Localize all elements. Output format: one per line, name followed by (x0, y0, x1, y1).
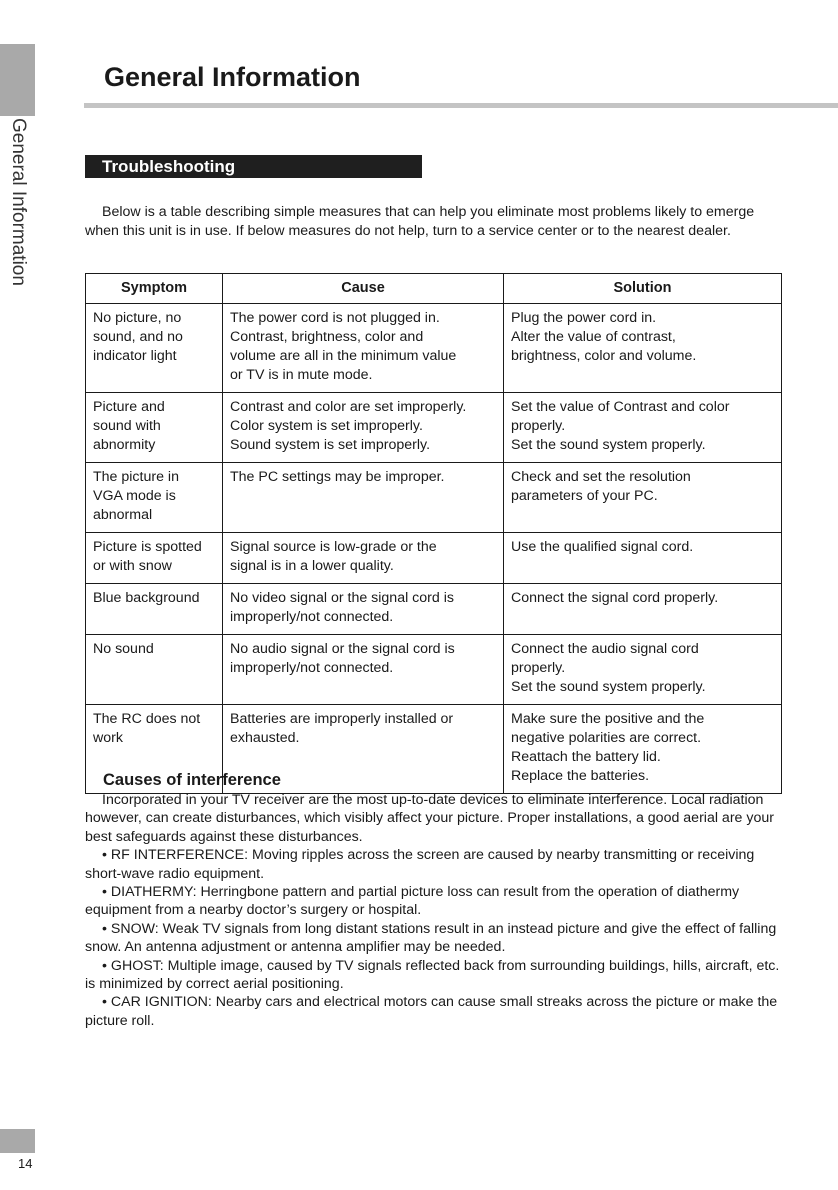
cell-line: exhausted. (230, 730, 300, 746)
interference-bullet: • RF INTERFERENCE: Moving ripples across the screen are caused by nearby transmitting or receiving short-wave radio equipment. (85, 847, 755, 882)
solution-cell (504, 304, 782, 393)
page-tab-marker (0, 1129, 35, 1153)
cell-line: Connect the audio signal cord (511, 641, 699, 657)
cell-line: Set the value of Contrast and color (511, 399, 730, 415)
interference-bullet: • SNOW: Weak TV signals from long distant stations result in an instead picture and give the effect of falling snow. An antenna adjustment or antenna amplifier may be needed. (85, 920, 777, 956)
cell-line: Plug the power cord in. (511, 310, 657, 326)
cell-line: negative polarities are correct. (511, 730, 702, 746)
interference-bullet: • CAR IGNITION: Nearby cars and electrical motors can cause small streaks across the picture or make the picture roll. (85, 994, 778, 1029)
cell-line: Batteries are improperly installed or (230, 711, 454, 727)
solution-cell (504, 705, 782, 794)
cell-line: indicator light (93, 348, 177, 364)
cell-line: Picture is spotted (93, 539, 202, 555)
cell-line: volume are all in the minimum value (230, 348, 457, 364)
cell-line: improperly/not connected. (230, 660, 394, 676)
cell-line: Use the qualified signal cord. (511, 539, 694, 555)
page-number: 14 (18, 1156, 33, 1171)
cell-line: Contrast and color are set improperly. (230, 399, 467, 415)
interference-bullet: • DIATHERMY: Herringbone pattern and partial picture loss can result from the operation of diathermy equipment from a nearby doctor’s surgery or hospital. (85, 884, 740, 919)
cell-line: Make sure the positive and the (511, 711, 705, 727)
solution-cell (504, 393, 782, 463)
cell-line: Connect the signal cord properly. (511, 590, 719, 606)
cell-line: Contrast, brightness, color and (230, 329, 424, 345)
page-title: General Information (104, 62, 361, 92)
cell-line: properly. (511, 418, 566, 434)
table-row (86, 533, 782, 584)
interference-heading: Causes of interference (103, 771, 281, 789)
cell-line: or TV is in mute mode. (230, 367, 373, 383)
cell-line: Color system is set improperly. (230, 418, 423, 434)
cell-line: brightness, color and volume. (511, 348, 697, 364)
side-tab-marker (0, 44, 35, 116)
cell-line: The PC settings may be improper. (230, 469, 445, 485)
troubleshooting-table (85, 273, 782, 794)
table-row (86, 393, 782, 463)
cell-line: Set the sound system properly. (511, 679, 706, 695)
table-header-row (86, 274, 782, 304)
symptom-cell (86, 304, 223, 393)
symptom-cell (86, 393, 223, 463)
header-solution: Solution (504, 274, 782, 304)
cell-line: parameters of your PC. (511, 488, 658, 504)
section-title-troubleshooting: Troubleshooting (85, 155, 422, 178)
cell-line: Replace the batteries. (511, 768, 650, 784)
table-row (86, 463, 782, 533)
cell-line: Alter the value of contrast, (511, 329, 676, 345)
cell-line: No video signal or the signal cord is (230, 590, 454, 606)
cell-line: No sound (93, 641, 154, 657)
symptom-cell (86, 635, 223, 705)
cell-line: Signal source is low-grade or the (230, 539, 437, 555)
intro-paragraph: Below is a table describing simple measures that can help you eliminate most problems likely to emerge when this unit is in use. If below measures do not help, turn to a service center or to the nearest dealer. (85, 204, 755, 239)
header-symptom: Symptom (86, 274, 223, 304)
cause-cell (223, 463, 504, 533)
solution-cell (504, 533, 782, 584)
cell-line: The RC does not (93, 711, 201, 727)
cell-line: Check and set the resolution (511, 469, 691, 485)
interference-bullet: • GHOST: Multiple image, caused by TV signals reflected back from surrounding buildings, hills, aircraft, etc. is minimized by correct aerial positioning. (85, 957, 780, 993)
cell-line: work (93, 730, 123, 746)
title-divider (84, 103, 838, 108)
solution-cell (504, 463, 782, 533)
cell-line: properly. (511, 660, 566, 676)
symptom-cell (86, 584, 223, 635)
interference-section (85, 791, 787, 1030)
cell-line: improperly/not connected. (230, 609, 394, 625)
table-row (86, 584, 782, 635)
solution-cell (504, 635, 782, 705)
cause-cell (223, 584, 504, 635)
cell-line: No audio signal or the signal cord is (230, 641, 455, 657)
cell-line: abnormity (93, 437, 156, 453)
cell-line: The power cord is not plugged in. (230, 310, 440, 326)
cell-line: Sound system is set improperly. (230, 437, 431, 453)
side-section-label: General Information (8, 118, 29, 286)
cell-line: sound, and no (93, 329, 183, 345)
cause-cell (223, 635, 504, 705)
cell-line: or with snow (93, 558, 172, 574)
cell-line: sound with (93, 418, 161, 434)
cause-cell (223, 533, 504, 584)
solution-cell (504, 584, 782, 635)
cell-line: abnormal (93, 507, 153, 523)
cause-cell (223, 393, 504, 463)
table-row (86, 635, 782, 705)
cell-line: Blue background (93, 590, 200, 606)
symptom-cell (86, 533, 223, 584)
cell-line: VGA mode is (93, 488, 176, 504)
cell-line: signal is in a lower quality. (230, 558, 394, 574)
cell-line: Picture and (93, 399, 165, 415)
header-cause: Cause (223, 274, 504, 304)
table-row (86, 304, 782, 393)
cell-line: Reattach the battery lid. (511, 749, 661, 765)
cell-line: Set the sound system properly. (511, 437, 706, 453)
symptom-cell (86, 463, 223, 533)
interference-paragraph: Incorporated in your TV receiver are the most up-to-date devices to eliminate interference. Local radiation however, can create disturbances, which visibly affect your picture. Proper installations, a good aerial are your best safeguards against these disturbances. (85, 792, 774, 845)
cell-line: The picture in (93, 469, 179, 485)
cell-line: No picture, no (93, 310, 182, 326)
cause-cell (223, 304, 504, 393)
